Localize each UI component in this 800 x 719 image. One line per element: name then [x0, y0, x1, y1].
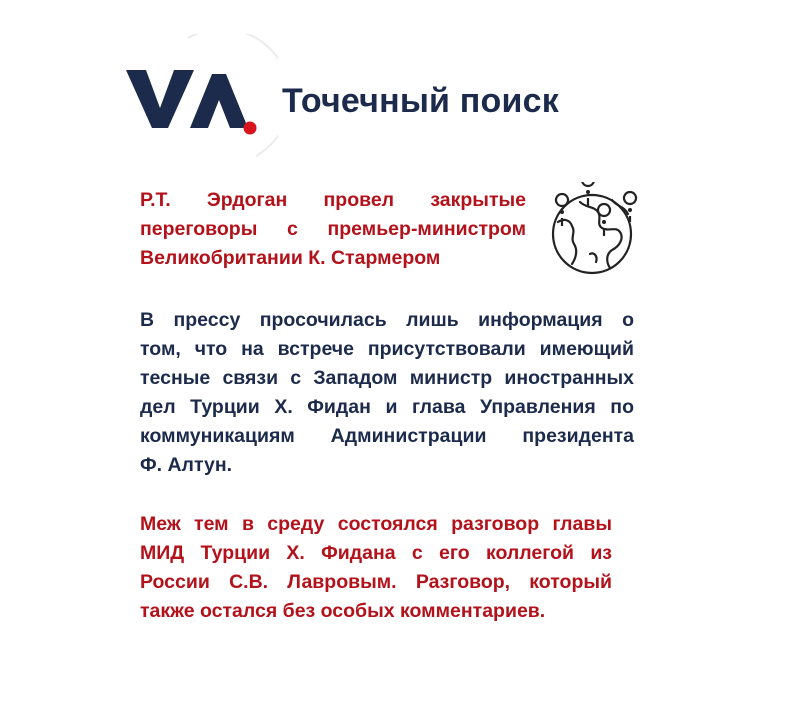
va-logo [126, 70, 260, 140]
body-paragraph [140, 306, 634, 480]
note-line: МИД Турции Х. Фидана с его коллегой из [140, 542, 612, 564]
lead-line: переговоры с премьер-министром [140, 218, 526, 240]
globe-location-icon [550, 182, 642, 278]
note-line: Меж тем в среду состоялся разговор главы [140, 513, 612, 535]
body-line: В прессу просочилась лишь информация о [140, 309, 634, 331]
body-line: дел Турции Х. Фидан и глава Управления по [140, 396, 634, 418]
note-line: России С.В. Лавровым. Разговор, который [140, 571, 612, 593]
note-paragraph [140, 510, 612, 626]
note-line: также остался без особых комментариев. [140, 600, 546, 622]
page-title: Точечный поиск [282, 82, 559, 120]
lead-paragraph [140, 186, 526, 273]
body-line: Ф. Алтун. [140, 454, 233, 476]
lead-line: Р.Т. Эрдоган провел закрытые [140, 189, 526, 211]
body-line: тесные связи с Западом министр иностранных [140, 367, 634, 389]
body-line: коммуникациям Администрации президента [140, 425, 634, 447]
lead-line: Великобритании К. Стармером [140, 247, 441, 269]
body-line: том, что на встрече присутствовали имеющий [140, 338, 634, 360]
